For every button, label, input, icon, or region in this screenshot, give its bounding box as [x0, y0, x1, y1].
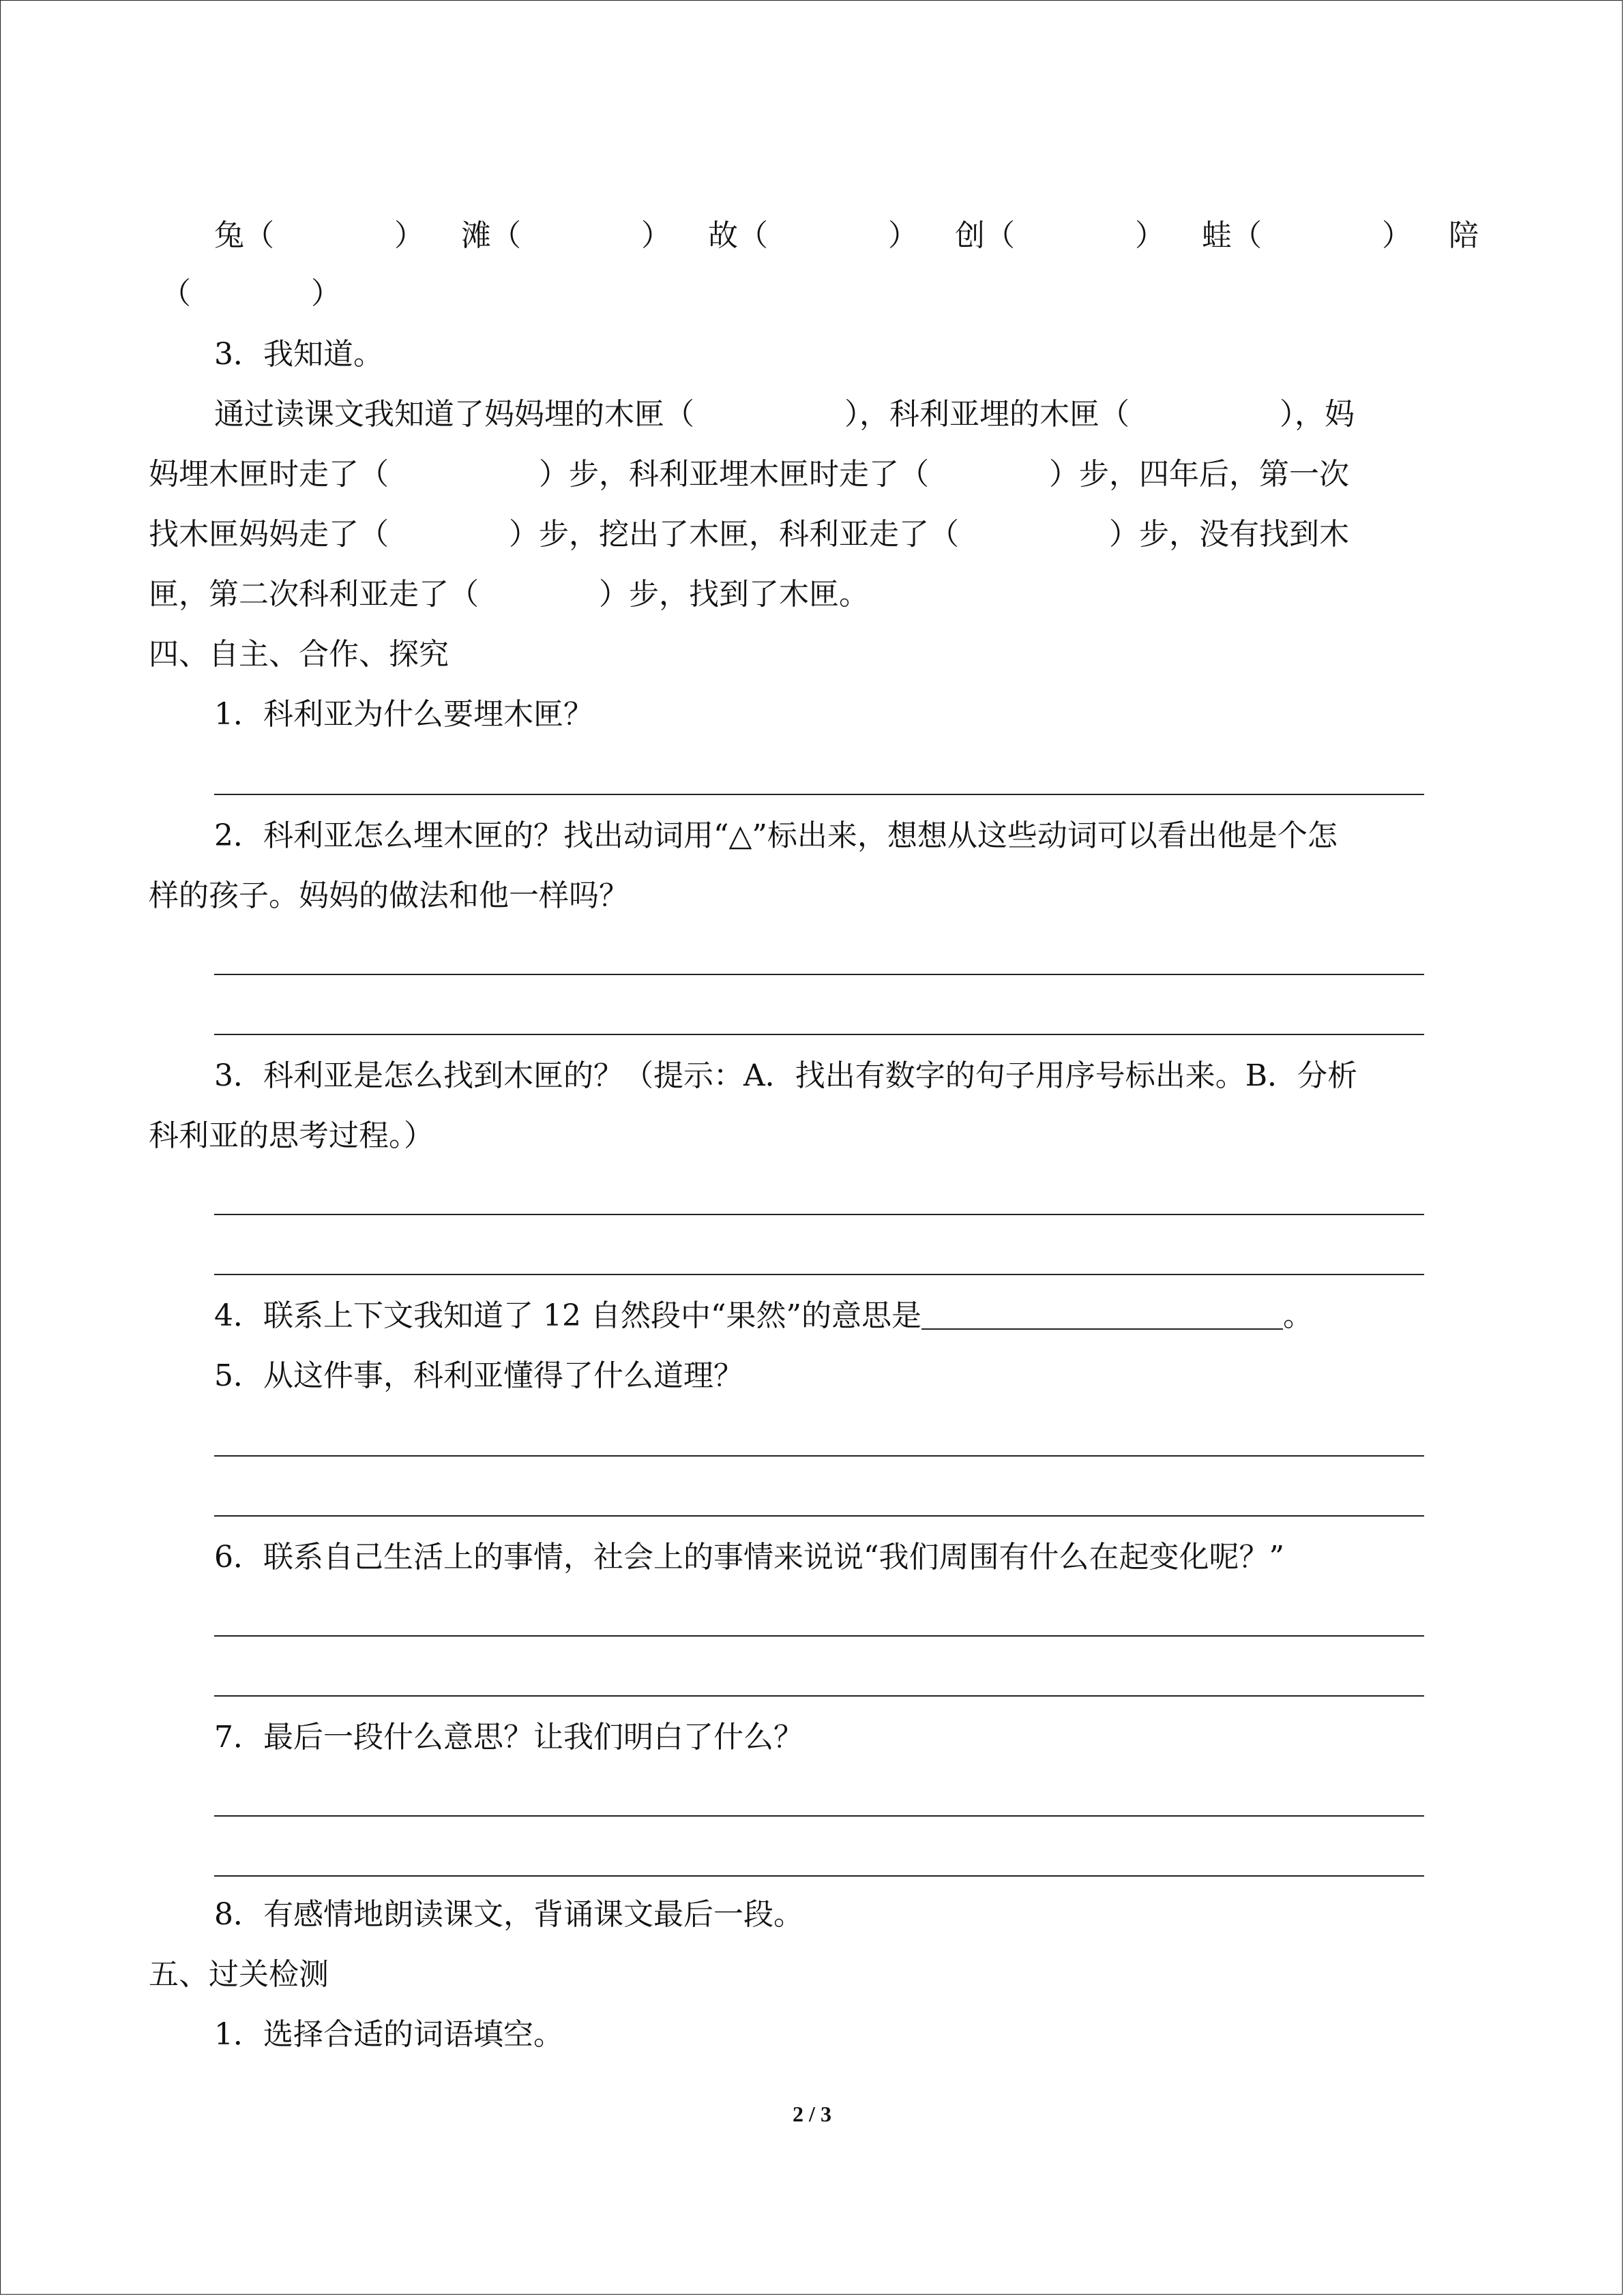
- pinyin-continuation: （ ）: [161, 276, 341, 311]
- answer-line[interactable]: [214, 1815, 1424, 1817]
- pinyin-item: 陪: [1449, 218, 1479, 253]
- pinyin-item: 滩（ ）: [461, 218, 671, 253]
- question-1: 1．科利亚为什么要埋木匣？: [214, 697, 593, 732]
- section3-heading: 3．我知道。: [214, 337, 383, 372]
- pinyin-item: 创（ ）: [955, 218, 1165, 253]
- answer-line[interactable]: [214, 974, 1424, 975]
- question-5: 5．从这件事，科利亚懂得了什么道理？: [214, 1358, 743, 1393]
- answer-line[interactable]: [214, 794, 1424, 795]
- pinyin-item: 兔（ ）: [214, 218, 424, 253]
- answer-line[interactable]: [214, 1515, 1424, 1517]
- paragraph-line: 妈埋木匣时走了（ ）步，科利亚埋木匣时走了（ ）步，四年后，第一次: [149, 457, 1349, 492]
- pinyin-item: 蛙（ ）: [1202, 218, 1412, 253]
- question-4-text: 4．联系上下文我知道了 12 自然段中“果然”的意思是: [214, 1298, 921, 1333]
- question-2-cont: 样的孩子。妈妈的做法和他一样吗？: [149, 878, 629, 913]
- question-4: [214, 1297, 1313, 1335]
- answer-line[interactable]: [214, 1034, 1424, 1035]
- answer-line[interactable]: [214, 1214, 1424, 1215]
- question-8: 8．有感情地朗读课文，背诵课文最后一段。: [214, 1897, 803, 1932]
- answer-line[interactable]: [214, 1695, 1424, 1697]
- answer-line[interactable]: [214, 1635, 1424, 1637]
- question-6: 6．联系自己生活上的事情，社会上的事情来说说“我们周围有什么在起变化呢？”: [214, 1540, 1284, 1575]
- answer-line[interactable]: [214, 1455, 1424, 1457]
- paragraph-line: 匣，第二次科利亚走了（ ）步，找到了木匣。: [149, 577, 869, 612]
- section5-question-1: 1．选择合适的词语填空。: [214, 2017, 563, 2052]
- inline-answer-blank[interactable]: [921, 1298, 1283, 1330]
- page-number: 2 / 3: [793, 2102, 831, 2126]
- question-7: 7．最后一段什么意思？让我们明白了什么？: [214, 1720, 803, 1755]
- question-3-cont: 科利亚的思考过程。）: [149, 1118, 434, 1153]
- question-3: 3．科利亚是怎么找到木匣的？（提示：A．找出有数字的句子用序号标出来。B．分析: [214, 1058, 1358, 1093]
- paragraph-line: 通过读课文我知道了妈妈埋的木匣（ ），科利亚埋的木匣（ ），妈: [214, 397, 1355, 432]
- section4-heading: 四、自主、合作、探究: [149, 637, 449, 672]
- question-4-end: 。: [1282, 1298, 1313, 1333]
- pinyin-item: 故（ ）: [708, 218, 918, 253]
- pinyin-fill-row: [214, 217, 1479, 255]
- question-2: 2．科利亚怎么埋木匣的？找出动词用“△”标出来，想想从这些动词可以看出他是个怎: [214, 818, 1338, 853]
- answer-line[interactable]: [214, 1274, 1424, 1275]
- answer-line[interactable]: [214, 1875, 1424, 1877]
- paragraph-line: 找木匣妈妈走了（ ）步，挖出了木匣，科利亚走了（ ）步，没有找到木: [149, 517, 1349, 552]
- section5-heading: 五、过关检测: [149, 1957, 329, 1992]
